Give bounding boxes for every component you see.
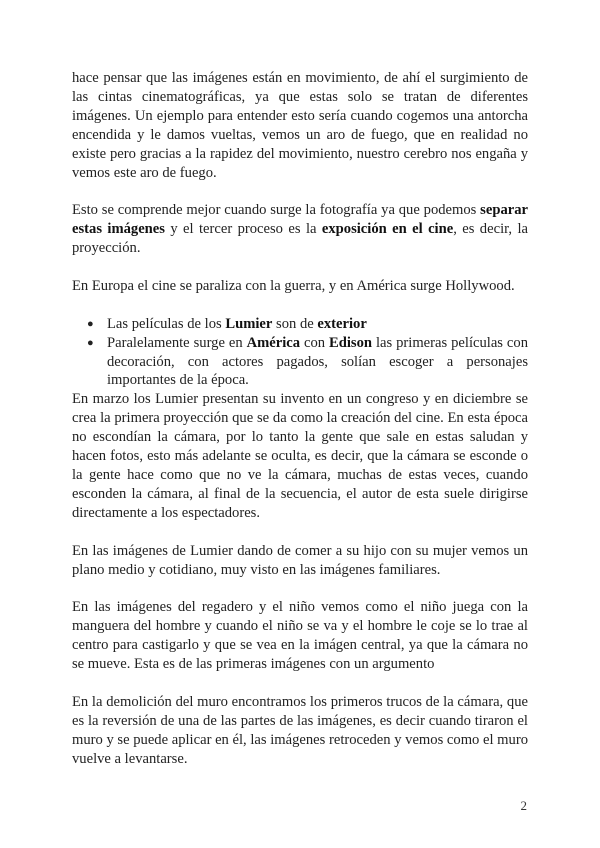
text-run: son de — [272, 315, 318, 332]
paragraph-lumier-family: En las imágenes de Lumier dando de comer a su hijo con su mujer vemos un plano medio y cotidiano, muy visto en las imágenes familiares. — [72, 542, 528, 578]
paragraph-wall-demolition: En la demolición del muro encontramos los primeros trucos de la cámara, que es la reversión de una de las partes de las imágenes, es decir cuando tiraron el muro y se puede aplicar en él, las imágenes retroceden y vemos como el muro vuelve a levantarse. — [72, 693, 528, 767]
bullet-list — [72, 315, 528, 391]
bold-run: América — [246, 334, 301, 351]
bold-run: separar estas imágenes — [72, 202, 528, 238]
paragraph-sprinkler: En las imágenes del regadero y el niño vemos como el niño juega con la manguera del hombre y cuando el niño se va y el hombre le coje se lo trae al centro para castigarlo y que se vea en la imágen central, ya que la cámara no se mueve. Esta es de las primeras imágenes con un argumento — [72, 599, 528, 673]
bullet-icon: ● — [87, 317, 94, 330]
bold-run: Edison — [329, 334, 373, 351]
list-item — [72, 315, 528, 334]
text-run: y el tercer proceso es la — [164, 221, 322, 238]
text-run: con — [300, 334, 330, 351]
text-run: Esto se comprende mejor cuando surge la fotografía ya que podemos — [72, 202, 481, 219]
paragraph-photography — [72, 201, 528, 258]
list-item — [72, 334, 528, 391]
bullet-icon: ● — [87, 336, 94, 349]
text-run: , es decir, la proyección. — [72, 221, 528, 257]
bold-run: exterior — [317, 315, 367, 332]
document-body — [72, 69, 528, 768]
bold-run: exposición en el cine — [321, 221, 454, 238]
text-run: Las películas de los — [107, 315, 226, 332]
text-run: Paralelamente surge en — [107, 334, 247, 351]
bold-run: Lumier — [225, 315, 273, 332]
paragraph-lumier-march: En marzo los Lumier presentan su invento en un congreso y en diciembre se crea la primera proyección que se da como la creación del cine. En esta época no escondían la cámara, por lo tanto la gente que sale en estas saludan y hacen fotos, esto más adelante se oculta, es decir, que la cámara se esconde o la gente hace como que no ve la cámara, muchas de estas veces, cuando esconden la cámara, al final de la secuencia, el autor de esta suele dirigirse directamente a los espectadores. — [72, 391, 528, 521]
text-run: las primeras películas con decoración, con actores pagados, solían escoger a personajes importantes de la época. — [107, 334, 528, 389]
page-number: 2 — [520, 798, 527, 813]
paragraph-persistence-of-vision: hace pensar que las imágenes están en movimiento, de ahí el surgimiento de las cintas cinematográficas, ya que estas solo se tratan de diferentes imágenes. Un ejemplo para entender esto sería cuando cogemos una antorcha encendida y le damos vueltas, vemos un aro de fuego, que en realidad no existe pero gracias a la rapidez del movimiento, nuestro cerebro nos engaña y vemos este aro de fuego. — [72, 70, 528, 181]
paragraph-europe-america: En Europa el cine se paraliza con la guerra, y en América surge Hollywood. — [72, 277, 515, 294]
